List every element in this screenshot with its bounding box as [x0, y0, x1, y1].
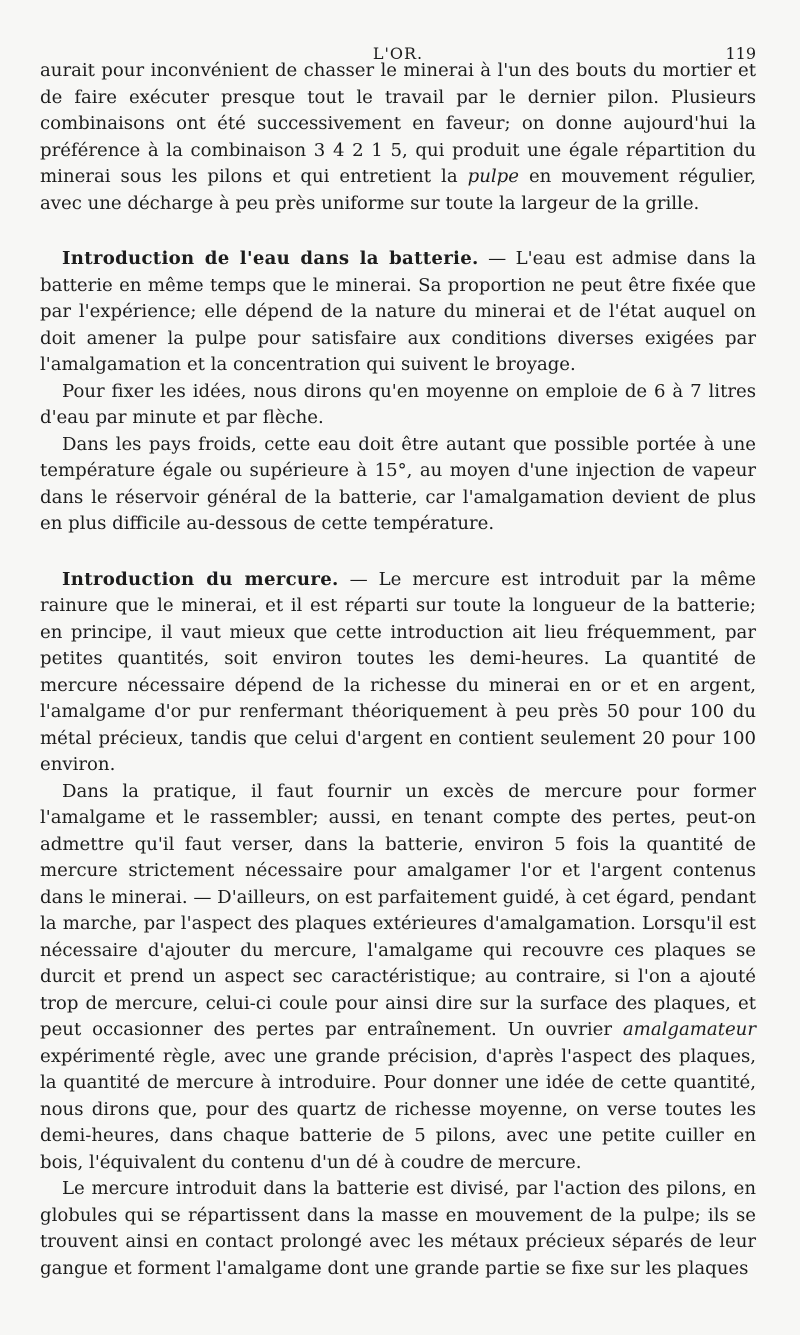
mercury-italic-term: amalgamateur	[622, 1019, 756, 1040]
page-number: 119	[725, 44, 756, 63]
running-title: L'OR.	[372, 44, 424, 63]
section-mercury	[40, 567, 756, 1283]
section-water	[40, 246, 756, 538]
section-heading-mercury: Introduction du mercure.	[62, 568, 339, 590]
water-paragraph-2: Pour fixer les idées, nous dirons qu'en moyenne on emploie de 6 à 7 litres d'eau par minute et par flèche.	[40, 380, 756, 428]
water-paragraph-1	[40, 246, 756, 379]
intro-text-2: en mouvement régulier, avec une décharge à peu près uniforme sur toute la largeur de la grille.	[40, 166, 757, 214]
mercury-paragraph-3: Le mercure introduit dans la batterie est divisé, par l'action des pilons, en globules qui se répartissent dans la masse en mouvement de la pulpe; ils se trouvent ainsi en contact prolongé avec les métaux précieux séparés de leur gangue et forment l'amalgame dont une grande partie se fixe sur les plaques	[40, 1178, 756, 1279]
water-text-1: — L'eau est admise dans la batterie en même temps que le minerai. Sa proportion ne peut être fixée que par l'expérience; elle dépend de la nature du minerai et de l'état auquel on doit amener la pulpe pour satisfaire aux conditions diverses exigées par l'amalgamation et la concentration qui suivent le broyage.	[40, 248, 757, 375]
section-heading-water: Introduction de l'eau dans la batterie.	[62, 248, 479, 269]
mercury-text-2b: expérimenté règle, avec une grande précision, d'après l'aspect des plaques, la quantité de mercure à introduire. Pour donner une idée de cette quantité, nous dirons que, pour des quartz de richesse moyenne, on verse toutes les demi-heures, dans chaque batterie de 5 pilons, avec une petite cuiller en bois, l'équivalent du contenu d'un dé à coudre de mercure.	[40, 1045, 756, 1173]
running-header	[40, 0, 756, 63]
mercury-text-2a: Dans la pratique, il faut fournir un excès de mercure pour former l'amalgame et le rassembler; aussi, en tenant compte des pertes, peut-on admettre qu'il faut verser, dans la batterie, environ 5 fois la quantité de mercure strictement nécessaire pour amalgamer l'or et l'argent contenus dans le minerai. — D'ailleurs, on est parfaitement guidé, à cet égard, pendant la marche, par l'aspect des plaques extérieures d'amalgamation. Lorsqu'il est nécessaire d'ajouter du mercure, l'amalgame qui recouvre ces plaques se durcit et prend un aspect sec caractéristique; au contraire, si l'on a ajouté trop de mercure, celui-ci coule pour ainsi dire sur la surface des plaques, et peut occasionner des pertes par entraînement. Un ouvrier	[40, 780, 757, 1040]
intro-paragraph	[40, 58, 756, 217]
mercury-paragraph-1	[40, 567, 756, 779]
mercury-text-1: — Le mercure est introduit par la même rainure que le minerai, et il est réparti sur toute la longueur de la batterie; en principe, il vaut mieux que cette introduction ait lieu fréquemment, par petites quantités, soit environ toutes les demi-heures. La quantité de mercure nécessaire dépend de la richesse du minerai en or et en argent, l'amalgame d'or pur renfermant théoriquement à peu près 50 pour 100 du métal précieux, tandis que celui d'argent en contient seulement 20 pour 100 environ.	[40, 568, 756, 775]
intro-italic-term: pulpe	[467, 166, 519, 187]
body-text	[40, 58, 756, 1282]
water-paragraph-3: Dans les pays froids, cette eau doit être autant que possible portée à une température égale ou supérieure à 15°, au moyen d'une injection de vapeur dans le réservoir général de la batterie, car l'amalgamation devient de plus en plus difficile au-dessous de cette température.	[40, 433, 756, 534]
intro-text-1: aurait pour inconvénient de chasser le minerai à l'un des bouts du mortier et de faire exécuter presque tout le travail par le dernier pilon. Plusieurs combinaisons ont été successivement en faveur; on donne aujourd'hui la préférence à la combinaison 3 4 2 1 5, qui produit une égale répartition du minerai sous les pilons et qui entretient la	[40, 60, 756, 187]
mercury-paragraph-2	[40, 779, 756, 1177]
